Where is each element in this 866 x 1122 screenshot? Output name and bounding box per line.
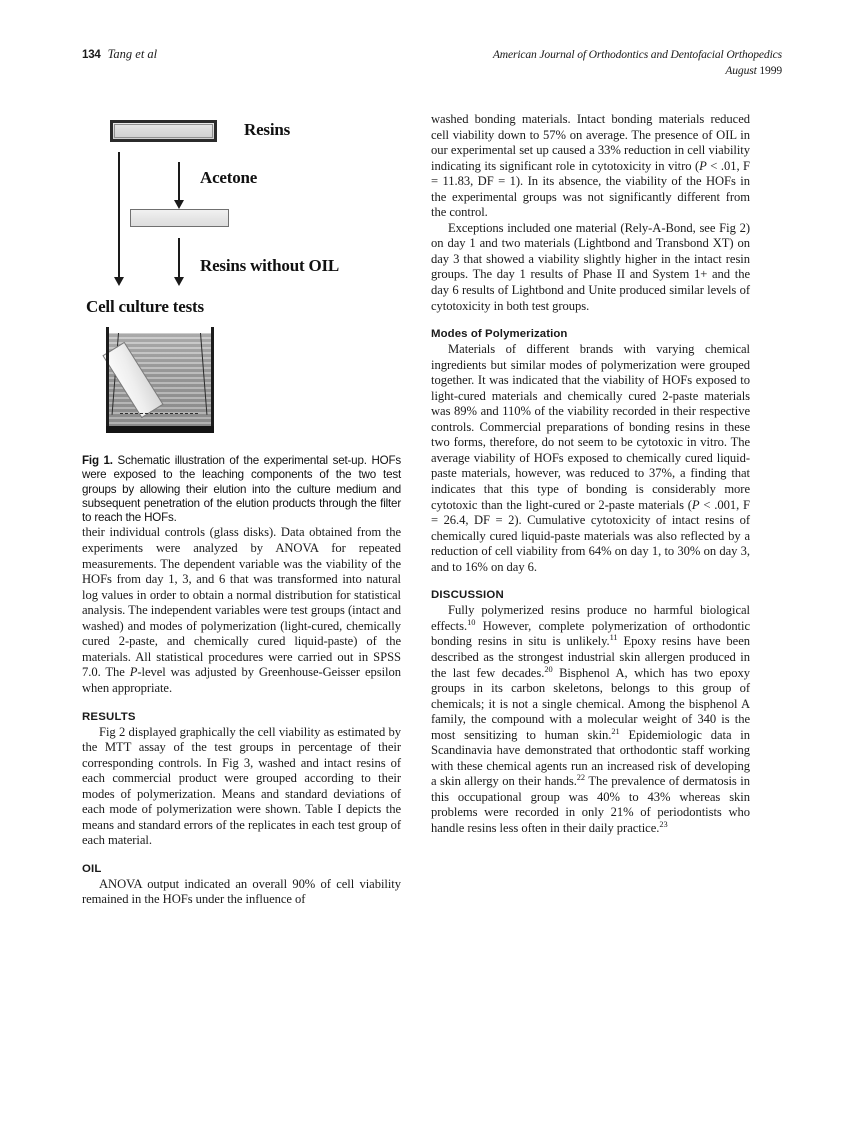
paragraph-oil-continued-a: washed bonding materials. Intact bonding materials reduced cell viability down to 57% on average. The presence of OIL in our experimental set up caused a 33% reduction in cell viability indicating its significant role in cytotoxicity in vitro ( (431, 112, 750, 173)
reference-marker-20: 20 (544, 664, 553, 674)
cell-culture-well-illustration (104, 327, 216, 435)
left-column (82, 112, 401, 908)
paragraph-discussion-b: However, complete polymerization of orthodontic bonding resins in situ is unlikely. (431, 618, 750, 649)
paragraph-discussion-f: The prevalence of dermatosis in this occupational group was 40% to 43% whereas skin problems were recorded in only 21% of periodontists who handle resins less often in their daily practice. (431, 774, 750, 835)
issue-month: August (725, 64, 757, 77)
paragraph-discussion (431, 603, 750, 836)
heading-results: RESULTS (82, 710, 136, 723)
figure-label-cell-culture-tests: Cell culture tests (86, 297, 204, 316)
resin-specimen-washed (130, 209, 229, 227)
well-floor (106, 426, 214, 433)
paragraph-methods-italic: P (129, 665, 138, 680)
reference-marker-21: 21 (611, 726, 620, 736)
heading-oil: OIL (82, 862, 102, 875)
well-wall-right (211, 327, 214, 429)
paragraph-discussion-a: Fully polymerized resins produce no harmful biological effects. (431, 603, 750, 633)
figure-label-resins-without-oil: Resins without OIL (200, 256, 340, 275)
page-number: 134 (82, 49, 101, 61)
heading-discussion: DISCUSSION (431, 589, 504, 602)
figure-1-graphic (82, 112, 401, 444)
running-head-right (493, 47, 782, 79)
figure-label-resins: Resins (244, 120, 291, 139)
paragraph-discussion-c: Epoxy resins have been described as the strongest industrial skin allergen produced in the last few decades. (431, 634, 750, 680)
paragraph-oil: ANOVA output indicated an overall 90% of cell viability remained in the HOFs under the influence of (82, 876, 401, 907)
paragraph-results: Fig 2 displayed graphically the cell viability as estimated by the MTT assay of the test groups in percentage of their corresponding controls. In Fig 3, washed and intact resins of each commercial product were grouped according to their modes of polymerization. Means and standard deviations of each mode of polymerization were shown. Table I depicts the means and standard errors of the replicates in each test group of each material. (82, 724, 401, 848)
paragraph-modes-b: < .001, F = 26.4, DF = 2). Cumulative cytotoxicity of intact resins of chemically cured liquid-paste materials was also reflected by a reduction of cell viability from 64% on day 1, to 30% on day 3, and to 16% on day 6. (431, 497, 750, 574)
figure-1-caption (82, 454, 401, 525)
running-head-left (82, 47, 157, 62)
running-head-authors: Tang et al (107, 47, 158, 61)
reference-marker-22: 22 (576, 773, 586, 783)
journal-title: American Journal of Orthodontics and Dentofacial Orthopedics (492, 48, 782, 61)
figure-1-caption-label: Fig 1. (82, 454, 113, 467)
figure-1-caption-text: Schematic illustration of the experimental set-up. HOFs were exposed to the leaching components of the two test groups by allowing their elution into the culture medium and subsequent penetration of the elution products through the filter to reach the HOFs. (82, 454, 401, 525)
paragraph-discussion-e: Epidemiologic data in Scandinavia have demonstrated that orthodontic staff working with these chemical agents run an increased risk of developing a skin allergy on their hands. (431, 727, 751, 789)
paragraph-modes-a: Materials of different brands with varying chemical ingredients but similar modes of polymerization were grouped together. It was indicated that the viability of HOFs exposed to light-cured materials and chemically cured 2-paste materials was 89% and 110% of the viability recorded in their respective controls. Commercial preparations of bonding resins in these two forms, therefore, do not seem to be cytotoxic in vitro. The average viability of HOFs exposed to chemically cured liquid-paste materials, however, was reduced to 37%, a finding that indicates that this type of bonding is considerably more cytotoxic than the light-cured or 2-paste materials ( (431, 342, 750, 512)
paragraph-discussion-d: Bisphenol A, which has two epoxy groups in its carbon skeletons, belongs to this group of chemicals; it is not a single chemical. Among the bisphenol A family, the compound with a molecular weight of 340 is the most sensitizing to human skin. (431, 665, 750, 742)
running-head (82, 47, 782, 87)
figure-1 (82, 112, 401, 525)
paragraph-oil-continued (431, 112, 750, 221)
reference-marker-11: 11 (609, 633, 618, 643)
paragraph-methods (82, 525, 401, 696)
figure-label-acetone: Acetone (200, 168, 258, 187)
paragraph-oil-continued-italic: P (699, 158, 707, 173)
resin-specimen-intact (110, 120, 217, 142)
heading-modes-of-polymerization: Modes of Polymerization (431, 328, 568, 341)
well-filter-membrane (120, 413, 198, 414)
reference-marker-23: 23 (659, 819, 668, 829)
paragraph-methods-a: their individual controls (glass disks). Data obtained from the experiments were analyzed by ANOVA for repeated measurements. The dependent variable was the viability of the HOFs from day 1, 3, and 6 that was transformed into natural log values in order to obtain a normal distribution for statistical analysis. The independent variables were test groups (intact and washed) and modes of polymerization (light-cured, chemically cured 2-paste, and chemically cured liquid-paste) of the materials. All statistical procedures were carried out in SPSS 7.0. The (82, 525, 401, 680)
right-column (431, 112, 750, 837)
reference-marker-10: 10 (467, 617, 476, 627)
paragraph-oil-continued-b: < .01, F = 11.83, DF = 1). In its absence, the viability of the HOFs in the experimental groups was not significantly different from the control. (431, 158, 750, 220)
paragraph-modes-italic: P (691, 497, 700, 512)
paragraph-methods-b: -level was adjusted by Greenhouse-Geisser epsilon when appropriate. (82, 665, 401, 695)
paragraph-exceptions: Exceptions included one material (Rely-A-Bond, see Fig 2) on day 1 and two materials (Lightbond and Transbond XT) on day 3 that showed a viability slightly higher in the intact resin groups. The day 1 results of Phase II and System 1+ and the day 6 results of Lightbond and Unite produced similar levels of cytotoxicity in both test groups. (431, 220, 750, 313)
issue-date (493, 63, 782, 79)
issue-year: 1999 (759, 64, 782, 77)
well-wall-left (106, 327, 109, 429)
paragraph-modes (431, 342, 750, 575)
